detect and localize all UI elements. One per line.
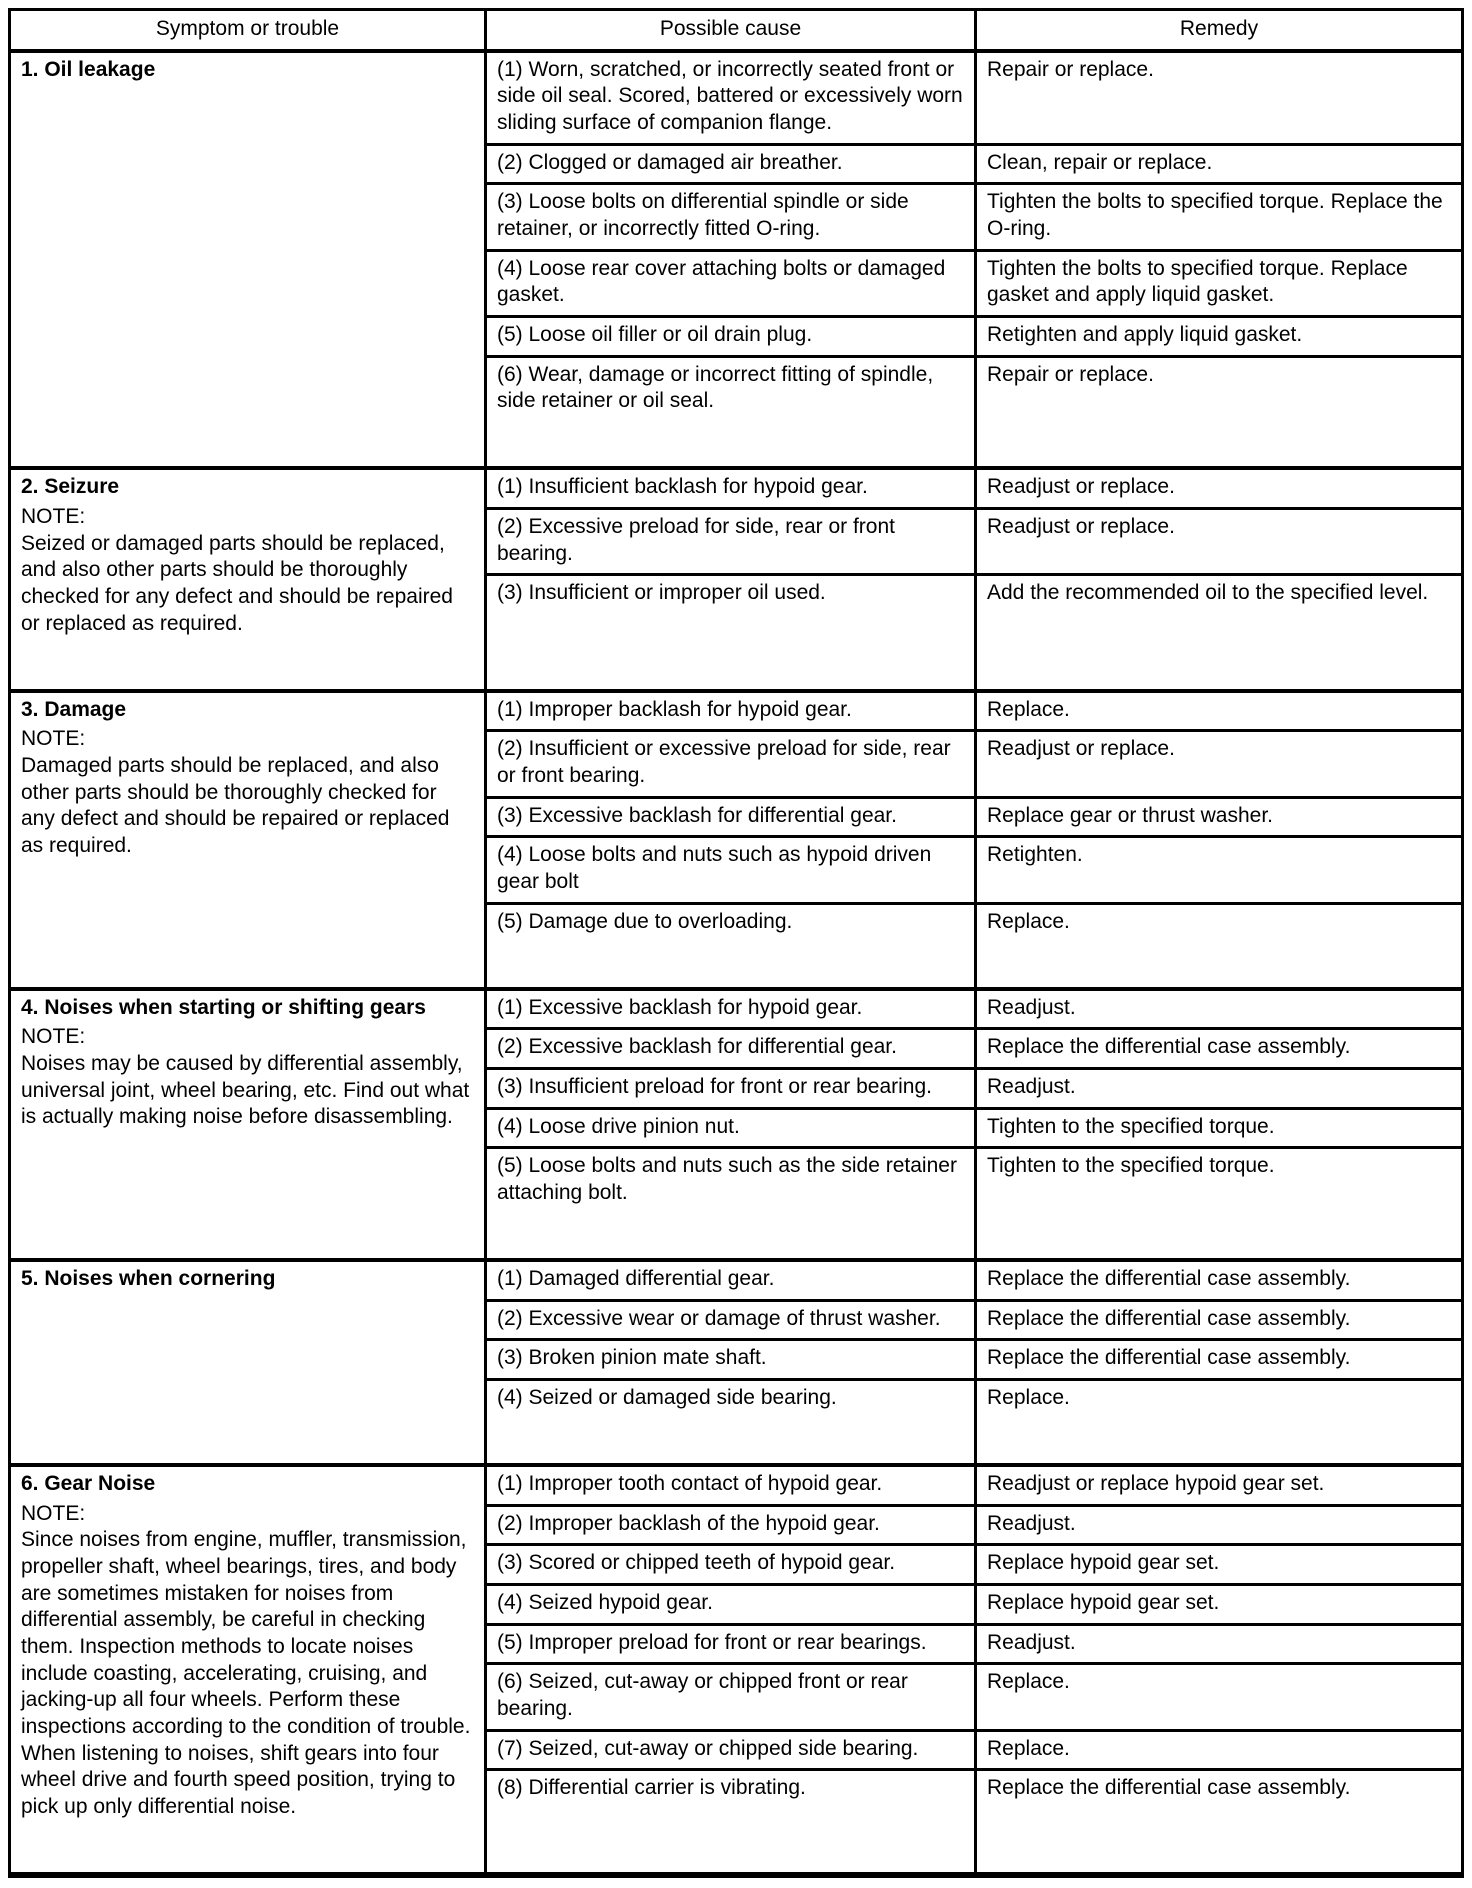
symptom-section: [11, 991, 1461, 1262]
symptom-section: [11, 1262, 1461, 1467]
cause-cell: (1) Worn, scratched, or incorrectly seated front or side oil seal. Scored, battered or excessively worn sliding surface of companion flange.: [487, 53, 977, 143]
note-text: Since noises from engine, muffler, transmission, propeller shaft, wheel bearings, tires, and body are sometimes mistaken for noises from differential assembly, be careful in checking them. Inspection methods to locate noises include coasting, accelerating, cruising, and jacking-up all four wheels. Perform these inspections according to the condition of trouble. When listening to noises, shift gears into four wheel drive and fourth speed position, trying to pick up only differential noise.: [21, 1528, 471, 1818]
section-rows: [487, 53, 1461, 467]
cause-cell: (2) Excessive wear or damage of thrust washer.: [487, 1302, 977, 1339]
remedy-cell: Repair or replace.: [987, 57, 1154, 81]
cause-remedy-row: [487, 902, 1461, 987]
remedy-cell: Repair or replace.: [987, 362, 1154, 386]
cause-cell: (2) Insufficient or excessive preload for side, rear or front bearing.: [487, 732, 977, 795]
cause-remedy-row: [487, 1338, 1461, 1378]
cause-cell: (1) Insufficient backlash for hypoid gear.: [487, 470, 977, 507]
section-rows: [487, 1467, 1461, 1872]
note-text: Noises may be caused by differential assembly, universal joint, wheel bearing, etc. Find out what is actually making noise before disassembling.: [21, 1051, 470, 1129]
remedy-cell: Replace the differential case assembly.: [987, 1776, 1351, 1800]
note-text: Damaged parts should be replaced, and also other parts should be thoroughly checked for any defect and should be repaired or replaced as required.: [21, 753, 450, 857]
cause-cell: (8) Differential carrier is vibrating.: [487, 1771, 977, 1872]
cause-remedy-row: [487, 693, 1461, 730]
symptom-cell: [11, 1467, 487, 1872]
symptom-section: [11, 470, 1461, 692]
cause-remedy-row: [487, 1067, 1461, 1107]
cause-remedy-row: [487, 1467, 1461, 1504]
remedy-cell: Replace the differential case assembly.: [987, 1306, 1351, 1330]
cause-remedy-row: [487, 53, 1461, 143]
header-remedy: Remedy: [1179, 17, 1259, 40]
cause-remedy-row: [487, 1504, 1461, 1544]
section-rows: [487, 1262, 1461, 1463]
remedy-cell: Readjust.: [987, 1511, 1076, 1535]
remedy-cell: Readjust.: [987, 995, 1076, 1019]
cause-remedy-row: [487, 1146, 1461, 1258]
cause-remedy-row: [487, 470, 1461, 507]
cause-cell: (2) Improper backlash of the hypoid gear.: [487, 1507, 977, 1544]
section-title: 5. Noises when cornering: [21, 1267, 276, 1291]
remedy-cell: Replace gear or thrust washer.: [987, 803, 1273, 827]
remedy-cell: Add the recommended oil to the specified level.: [987, 581, 1429, 605]
section-rows: [487, 693, 1461, 987]
cause-remedy-row: [487, 1583, 1461, 1623]
cause-cell: (5) Loose bolts and nuts such as the side retainer attaching bolt.: [487, 1149, 977, 1258]
header-symptom-or-trouble: Symptom or trouble: [11, 11, 487, 49]
cause-remedy-row: [487, 143, 1461, 183]
section-title: 4. Noises when starting or shifting gears: [21, 995, 426, 1019]
cause-cell: (3) Insufficient or improper oil used.: [487, 576, 977, 688]
remedy-cell: Replace.: [987, 1670, 1070, 1694]
cause-remedy-row: [487, 182, 1461, 248]
cause-cell: (1) Improper tooth contact of hypoid gear.: [487, 1467, 977, 1504]
remedy-cell: Replace.: [987, 909, 1070, 933]
section-title: 2. Seizure: [21, 475, 120, 499]
remedy-cell: Tighten the bolts to specified torque. Replace gasket and apply liquid gasket.: [987, 256, 1408, 307]
cause-cell: (4) Seized or damaged side bearing.: [487, 1381, 977, 1463]
cause-remedy-row: [487, 355, 1461, 467]
note-label: NOTE:: [21, 1501, 86, 1525]
remedy-cell: Readjust or replace.: [987, 514, 1175, 538]
cause-cell: (3) Insufficient preload for front or rear bearing.: [487, 1070, 977, 1107]
note-label: NOTE:: [21, 1025, 86, 1049]
remedy-cell: Replace hypoid gear set.: [987, 1591, 1220, 1615]
cause-cell: (1) Improper backlash for hypoid gear.: [487, 693, 977, 730]
cause-cell: (4) Loose rear cover attaching bolts or damaged gasket.: [487, 252, 977, 315]
cause-remedy-row: [487, 1262, 1461, 1299]
header-possible-cause: Possible cause: [487, 11, 977, 49]
cause-cell: (7) Seized, cut-away or chipped side bearing.: [487, 1732, 977, 1769]
cause-cell: (5) Improper preload for front or rear bearings.: [487, 1626, 977, 1663]
cause-remedy-row: [487, 1378, 1461, 1463]
cause-cell: (5) Loose oil filler or oil drain plug.: [487, 318, 977, 355]
cause-remedy-row: [487, 729, 1461, 795]
remedy-cell: Readjust.: [987, 1074, 1076, 1098]
cause-remedy-row: [487, 1027, 1461, 1067]
cause-remedy-row: [487, 991, 1461, 1028]
remedy-cell: Replace hypoid gear set.: [987, 1551, 1220, 1575]
remedy-cell: Replace the differential case assembly.: [987, 1346, 1351, 1370]
cause-cell: (3) Loose bolts on differential spindle or side retainer, or incorrectly fitted O-ring.: [487, 185, 977, 248]
cause-cell: (2) Excessive backlash for differential gear.: [487, 1030, 977, 1067]
remedy-cell: Readjust or replace.: [987, 475, 1175, 499]
symptom-cell: [11, 1262, 487, 1463]
cause-cell: (5) Damage due to overloading.: [487, 905, 977, 987]
symptom-cell: [11, 991, 487, 1258]
cause-cell: (4) Seized hypoid gear.: [487, 1586, 977, 1623]
cause-cell: (1) Excessive backlash for hypoid gear.: [487, 991, 977, 1028]
note-label: NOTE:: [21, 504, 86, 528]
cause-remedy-row: [487, 1768, 1461, 1872]
symptom-cell: [11, 470, 487, 688]
remedy-cell: Retighten.: [987, 843, 1083, 867]
cause-cell: (3) Scored or chipped teeth of hypoid gear.: [487, 1546, 977, 1583]
remedy-cell: Tighten to the specified torque.: [987, 1154, 1275, 1178]
note-text: Seized or damaged parts should be replaced, and also other parts should be thoroughly checked for any defect and should be repaired or replaced as required.: [21, 531, 453, 635]
cause-remedy-row: [487, 1107, 1461, 1147]
remedy-cell: Readjust.: [987, 1630, 1076, 1654]
symptom-section: [11, 53, 1461, 471]
section-rows: [487, 470, 1461, 688]
cause-cell: (3) Broken pinion mate shaft.: [487, 1341, 977, 1378]
cause-remedy-row: [487, 1543, 1461, 1583]
symptom-cell: [11, 53, 487, 467]
cause-cell: (6) Seized, cut-away or chipped front or rear bearing.: [487, 1665, 977, 1728]
cause-cell: (4) Loose bolts and nuts such as hypoid driven gear bolt: [487, 838, 977, 901]
cause-remedy-row: [487, 1299, 1461, 1339]
cause-remedy-row: [487, 835, 1461, 901]
cause-cell: (2) Clogged or damaged air breather.: [487, 146, 977, 183]
cause-remedy-row: [487, 573, 1461, 688]
cause-remedy-row: [487, 315, 1461, 355]
remedy-cell: Replace the differential case assembly.: [987, 1035, 1351, 1059]
cause-remedy-row: [487, 1662, 1461, 1728]
remedy-cell: Tighten to the specified torque.: [987, 1114, 1275, 1138]
remedy-cell: Readjust or replace.: [987, 737, 1175, 761]
remedy-cell: Clean, repair or replace.: [987, 150, 1213, 174]
cause-remedy-row: [487, 1729, 1461, 1769]
cause-cell: (4) Loose drive pinion nut.: [487, 1110, 977, 1147]
symptom-section: [11, 693, 1461, 991]
remedy-cell: Retighten and apply liquid gasket.: [987, 322, 1303, 346]
symptom-section: [11, 1467, 1461, 1872]
remedy-cell: Tighten the bolts to specified torque. Replace the O-ring.: [987, 190, 1443, 240]
cause-cell: (1) Damaged differential gear.: [487, 1262, 977, 1299]
remedy-cell: Readjust or replace hypoid gear set.: [987, 1472, 1325, 1496]
symptom-cell: [11, 693, 487, 987]
remedy-cell: Replace the differential case assembly.: [987, 1267, 1351, 1291]
section-rows: [487, 991, 1461, 1258]
table-header-row: [11, 11, 1461, 53]
table-body: [11, 53, 1461, 1872]
section-title: 1. Oil leakage: [21, 57, 156, 81]
remedy-cell: Replace.: [987, 1736, 1070, 1760]
note-label: NOTE:: [21, 727, 86, 751]
remedy-cell: Replace.: [987, 697, 1070, 721]
section-title: 6. Gear Noise: [21, 1472, 156, 1496]
remedy-cell: Replace.: [987, 1386, 1070, 1409]
cause-remedy-row: [487, 507, 1461, 573]
cause-cell: (2) Excessive preload for side, rear or front bearing.: [487, 510, 977, 573]
section-title: 3. Damage: [21, 697, 127, 721]
cause-remedy-row: [487, 796, 1461, 836]
cause-cell: (3) Excessive backlash for differential gear.: [487, 799, 977, 836]
cause-cell: (6) Wear, damage or incorrect fitting of spindle, side retainer or oil seal.: [487, 358, 977, 467]
cause-remedy-row: [487, 249, 1461, 315]
troubleshooting-table: [8, 8, 1464, 1878]
cause-remedy-row: [487, 1623, 1461, 1663]
